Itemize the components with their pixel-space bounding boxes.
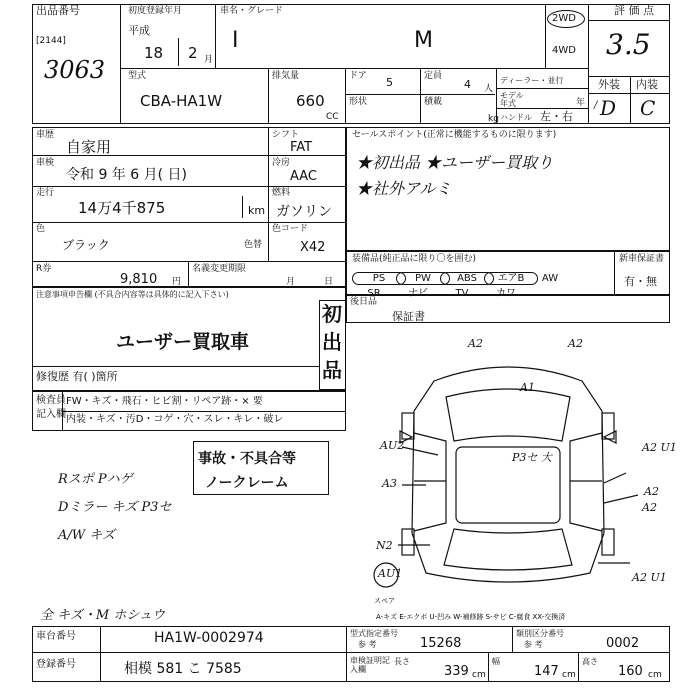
width-unit: cm (562, 670, 576, 680)
mileage-label: 走行 (36, 188, 55, 198)
displacement: 660 (296, 92, 325, 110)
color-code: X42 (300, 240, 326, 255)
displacement-label: 排気量 (272, 71, 300, 81)
first-listing-stamp: 初出品 (322, 302, 342, 382)
divider (614, 251, 615, 295)
inspector-row2: 内装・キズ・汚D・コゲ・穴・スレ・キレ・破レ (66, 414, 284, 425)
divider (345, 68, 346, 124)
width-label: 幅 (492, 657, 500, 666)
name-change-month: 月 (286, 277, 296, 287)
divider (32, 222, 346, 223)
car-name-label: 車名・グレード (220, 6, 284, 16)
model-year-unit: 年 (576, 98, 586, 108)
divider (588, 93, 670, 94)
mark-windshield: A1 (520, 381, 535, 394)
divider (62, 411, 346, 412)
model: CBA-HA1W (140, 92, 223, 110)
equipment-label: 装備品(純正品に限り〇を囲む) (352, 254, 477, 264)
shift: FAT (290, 140, 313, 155)
width: 147 (534, 664, 559, 679)
divider (100, 626, 101, 682)
class-label: 類別区分番号 (516, 629, 564, 638)
capacity: 4 (464, 78, 471, 91)
mark-left-rear-door: A3 (382, 477, 397, 490)
ac: AAC (290, 169, 317, 184)
mark-front-right: A2 (568, 337, 583, 350)
equip-navi: ナビ (408, 288, 428, 299)
remark-line1: Rスポ Pハゲ (58, 472, 133, 487)
drive-4wd: 4WD (552, 45, 576, 56)
fuel-label: 燃料 (272, 188, 291, 198)
mark-right-front: A2 U1 (642, 441, 677, 454)
divider (32, 155, 346, 156)
month-unit: 月 (204, 55, 214, 65)
remark-line2: Dミラー キズ P3セ (58, 500, 172, 515)
mileage: 14万4千875 (78, 199, 166, 217)
history: 自家用 (66, 138, 112, 156)
inspection-label: 車検 (36, 158, 55, 168)
divider (32, 652, 346, 653)
name-change-label: 名義変更期限 (192, 264, 247, 274)
divider (588, 76, 670, 77)
load-label: 積載 (424, 97, 443, 107)
capacity-unit: 人 (484, 84, 494, 94)
repaint-label: 色替 (244, 240, 263, 250)
color-label: 色 (36, 224, 46, 234)
dealer-label: ディーラー・並行 (500, 76, 564, 85)
mark-roof: P3セ 大 (512, 451, 552, 464)
grade: M (414, 28, 433, 53)
registration-label: 登録番号 (36, 659, 76, 670)
inspector-label-2: 記入欄 (36, 409, 66, 420)
equip-ps: PS (352, 272, 406, 285)
warranty-label: 新車保証書 (619, 254, 665, 264)
spare-label: スペア (374, 597, 395, 605)
equip-airbag: エアB (484, 272, 538, 285)
type-designation-label: 型式指定番号 (350, 629, 398, 638)
leader-line (604, 473, 626, 483)
model-label: 型式 (128, 71, 147, 81)
length-unit: cm (472, 670, 486, 680)
divider (346, 626, 347, 682)
lot-number: 3063 (44, 56, 106, 84)
handle: 左・右 (540, 110, 573, 123)
era: 平成 (128, 24, 150, 37)
chassis-number: HA1W-0002974 (154, 630, 264, 646)
capacity-label: 定員 (424, 71, 443, 81)
divider (32, 186, 346, 187)
divider (268, 127, 269, 261)
repair-history: 修復歴 有( )箇所 (36, 370, 118, 383)
equip-tv: TV (455, 288, 469, 299)
divider (178, 38, 179, 66)
handle-label: ハンドル (500, 113, 532, 122)
load-unit: kg (488, 114, 499, 124)
mileage-unit: km (248, 204, 266, 217)
shift-label: シフト (272, 130, 300, 140)
divider (496, 108, 588, 109)
registration-number: 相模 581 こ 7585 (124, 661, 242, 677)
divider (488, 652, 489, 682)
car-hood (446, 389, 570, 441)
lot-label: 出品番号 (36, 4, 80, 17)
length-label: 長さ (394, 657, 410, 666)
leader-line (402, 447, 438, 455)
divider (545, 4, 546, 68)
class-number: 0002 (606, 636, 640, 651)
documents-item: 保証書 (392, 310, 425, 323)
divider (496, 88, 588, 89)
displacement-unit: CC (326, 112, 339, 122)
remark-line3: A/W キズ (58, 528, 116, 543)
car-damage-diagram (346, 323, 677, 623)
divider (345, 94, 495, 95)
divider (630, 76, 631, 124)
no-claim-line1: 事故・不具合等 (198, 451, 296, 467)
mark-right-rear: A2 (642, 501, 657, 514)
history-label: 車歴 (36, 130, 55, 140)
car-rear (444, 529, 572, 570)
color: ブラック (62, 238, 110, 252)
drive-2wd: 2WD (552, 13, 576, 24)
notes-label: 注意事項申告欄 (不具合内容等は具体的に記入下さい) (36, 290, 229, 299)
divider (32, 366, 319, 367)
leader-line (604, 495, 638, 503)
doors: 5 (386, 76, 393, 89)
height-unit: cm (648, 670, 662, 680)
inspector-label-1: 検査員 (36, 395, 66, 406)
divider (215, 4, 216, 68)
divider (120, 4, 121, 124)
warranty: 有・無 (624, 275, 657, 288)
cert-label: 車検証明記入欄 (350, 656, 390, 674)
divider (32, 261, 346, 262)
car-body-outline (412, 367, 604, 582)
inspection: 令和 9 年 6 月( 日) (66, 167, 187, 183)
equip-abs: ABS (440, 272, 494, 285)
interior-label: 内装 (636, 78, 658, 91)
exterior-grade: D (600, 96, 617, 120)
damage-legend: A-キズ E-エクボ U-凹み W-補修跡 S-サビ C-腐食 XX-交換済 (376, 613, 566, 621)
ac-label: 冷房 (272, 158, 291, 168)
sales-point-line2: ★社外アルミ (356, 179, 452, 198)
height: 160 (618, 664, 643, 679)
notes-text: ユーザー買取車 (116, 331, 250, 353)
divider (496, 68, 497, 124)
type-ref-label: 参 考 (358, 640, 377, 649)
divider (268, 68, 269, 124)
car-left-doors (414, 433, 446, 531)
documents-label: 後日品 (350, 297, 378, 307)
divider (420, 68, 421, 124)
sales-point-line1: ★初出品 ★ユーザー買取り (356, 153, 554, 172)
mark-left-quarter: N2 (376, 539, 393, 552)
divider (346, 652, 670, 653)
divider (588, 20, 670, 21)
divider (242, 196, 243, 218)
lot-sub: [2144] (36, 36, 66, 46)
name-change-day: 日 (324, 277, 334, 287)
score-slash-mark: / (594, 100, 598, 111)
inspector-row1: FW・キズ・飛石・ヒビ割・リペア跡・× 要 (66, 396, 263, 407)
score: 3.5 (606, 28, 651, 61)
mark-left-front-door: AU2 (380, 439, 405, 452)
equip-sr: SR (367, 288, 381, 299)
first-reg-label: 初度登録年月 (128, 6, 183, 16)
chassis-label: 車台番号 (36, 631, 76, 642)
length: 339 (444, 664, 469, 679)
first-reg-month: 2 (188, 44, 198, 62)
divider (512, 626, 513, 652)
type-designation: 15268 (420, 636, 462, 651)
recycle-label: R券 (36, 264, 52, 274)
car-right-doors (570, 433, 602, 531)
equip-leather: カワ (496, 288, 516, 299)
mark-front-left: A2 (468, 337, 483, 350)
no-claim-line2: ノークレーム (205, 475, 289, 491)
sales-points-label: セールスポイント(正常に機能するものに限ります) (352, 130, 557, 140)
divider (120, 68, 588, 69)
interior-grade: C (640, 96, 656, 120)
mark-rear-right: A2 U1 (632, 571, 667, 584)
doors-label: ドア (349, 71, 367, 81)
recycle-unit: 円 (172, 277, 182, 287)
equip-aw: AW (541, 273, 559, 284)
class-ref-label: 参 考 (524, 640, 543, 649)
car-name: I (232, 28, 239, 53)
model-year-label: モデル年式 (500, 91, 524, 108)
height-label: 高さ (582, 657, 598, 666)
mark-spare: AU1 (378, 567, 403, 580)
shape-label: 形状 (349, 97, 368, 107)
mark-right-door: A2 (644, 485, 659, 498)
divider (578, 652, 579, 682)
remark-line4: 全 キズ・M ホシュウ (40, 608, 166, 623)
exterior-label: 外装 (598, 78, 620, 91)
recycle: 9,810 (120, 272, 158, 287)
color-code-label: 色コード (272, 224, 309, 234)
divider (188, 261, 189, 287)
fuel: ガソリン (276, 204, 332, 220)
divider (588, 4, 589, 124)
equip-pw: PW (396, 272, 450, 285)
score-label: 評 価 点 (614, 4, 654, 17)
first-reg-year: 18 (144, 44, 164, 62)
